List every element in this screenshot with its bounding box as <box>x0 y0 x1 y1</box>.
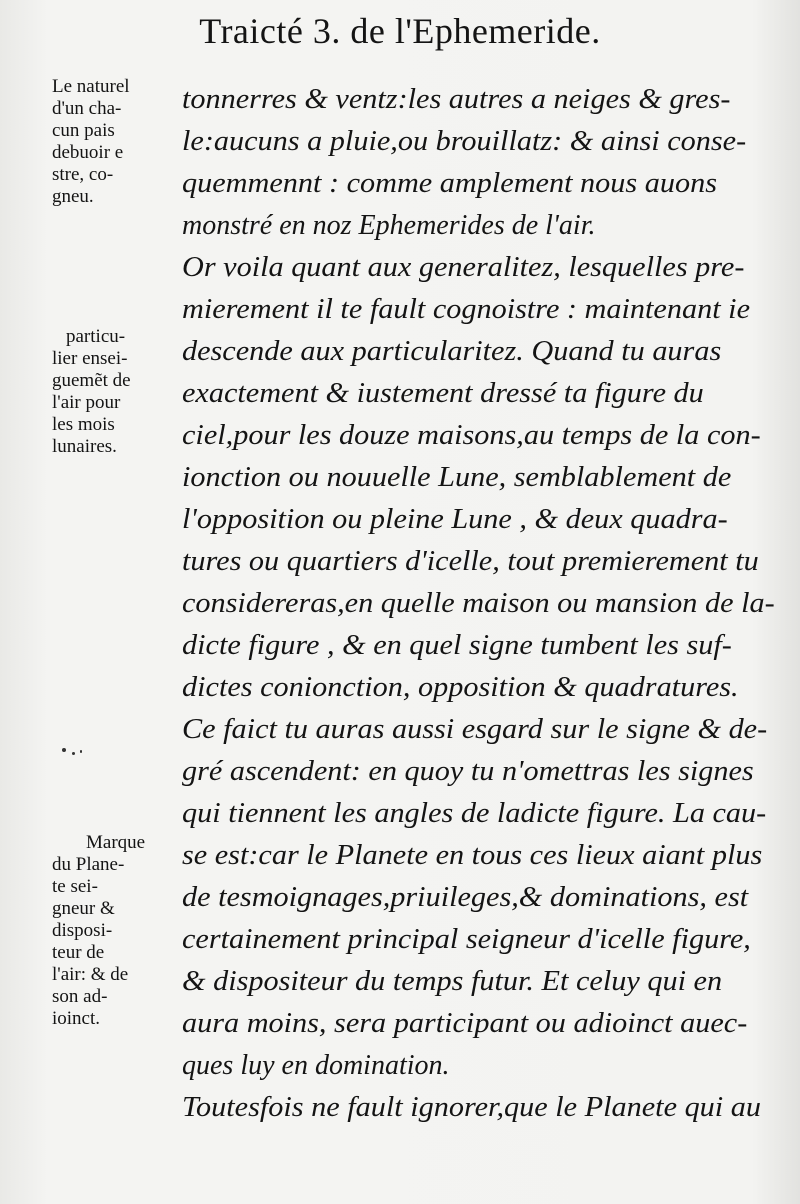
running-head: Traicté 3. de l'Ephemeride. <box>199 11 601 51</box>
text-line: monstré en noz Ephemerides de l'air. <box>182 210 596 241</box>
text-line: tures ou quartiers d'icelle, tout premierement tu <box>182 546 759 577</box>
text-line: Or voila quant aux generalitez, lesquelles pre- <box>182 252 745 283</box>
margin-note-naturel <box>52 76 178 208</box>
text-line: dicte figure , & en quel signe tumbent les suf- <box>182 630 732 661</box>
ink-fleck <box>62 748 66 752</box>
margin-note-line: l'air: & de <box>52 964 129 985</box>
text-line: dictes conionction, opposition & quadratures. <box>182 672 739 703</box>
margin-note-line: lier ensei- <box>52 348 128 369</box>
margin-note-marque <box>52 832 178 1030</box>
text-line: considereras,en quelle maison ou mansion de la- <box>182 588 775 619</box>
margin-note-line: d'un cha- <box>52 98 122 119</box>
text-line: gré ascendent: en quoy tu n'omettras les signes <box>182 756 754 787</box>
margin-note-line: les mois <box>52 414 115 435</box>
margin-note-line: l'air pour <box>52 392 121 413</box>
text-line: qui tiennent les angles de ladicte figure. La cau- <box>182 798 767 829</box>
text-line: Toutesfois ne fault ignorer,que le Planete qui au <box>182 1092 762 1123</box>
margin-note-line: stre, co- <box>52 164 114 185</box>
margin-note-line: Marque <box>86 832 146 853</box>
margin-note-line: Le naturel <box>52 76 130 97</box>
margin-note-line: son ad- <box>52 986 108 1007</box>
text-line: ciel,pour les douze maisons,au temps de la con- <box>182 420 761 451</box>
text-line: certainement principal seigneur d'icelle figure, <box>182 924 751 955</box>
margin-note-line: guemẽt de <box>52 370 131 391</box>
text-line: Ce faict tu auras aussi esgard sur le signe & de- <box>182 714 768 745</box>
margin-note-line: gneu. <box>52 186 94 207</box>
text-line: ques luy en domination. <box>182 1050 450 1081</box>
text-line: descende aux particularitez. Quand tu auras <box>182 336 722 367</box>
margin-note-particulier <box>52 326 178 458</box>
margin-note-line: teur de <box>52 942 105 963</box>
text-line: & dispositeur du temps futur. Et celuy qui en <box>182 966 723 997</box>
text-line: ionction ou nouuelle Lune, semblablement de <box>182 462 732 493</box>
text-line: mierement il te fault cognoistre : maintenant ie <box>182 294 751 325</box>
margin-note-line: lunaires. <box>52 436 117 457</box>
ink-fleck <box>80 750 82 753</box>
margin-note-line: du Plane- <box>52 854 125 875</box>
text-line: l'opposition ou pleine Lune , & deux quadra- <box>182 504 728 535</box>
text-line: quemmennt : comme amplement nous auons <box>182 168 717 199</box>
text-line: le:aucuns a pluie,ou brouillatz: & ainsi conse- <box>182 126 747 157</box>
text-line: de tesmoignages,priuileges,& dominations, est <box>182 882 749 913</box>
margin-note-line: cun pais <box>52 120 115 141</box>
text-line: aura moins, sera participant ou adioinct auec- <box>182 1008 748 1039</box>
ink-fleck <box>72 752 75 755</box>
margin-note-line: particu- <box>66 326 126 347</box>
margin-note-line: debuoir e <box>52 142 124 163</box>
text-line: se est:car le Planete en tous ces lieux aiant plus <box>182 840 763 871</box>
text-line: exactement & iustement dressé ta figure du <box>182 378 704 409</box>
margin-note-line: ioinct. <box>52 1008 101 1029</box>
margin-note-line: gneur & <box>52 898 115 919</box>
text-line: tonnerres & ventz:les autres a neiges & gres- <box>182 84 731 115</box>
margin-note-line: te sei- <box>52 876 98 897</box>
margin-note-line: disposi- <box>52 920 113 941</box>
